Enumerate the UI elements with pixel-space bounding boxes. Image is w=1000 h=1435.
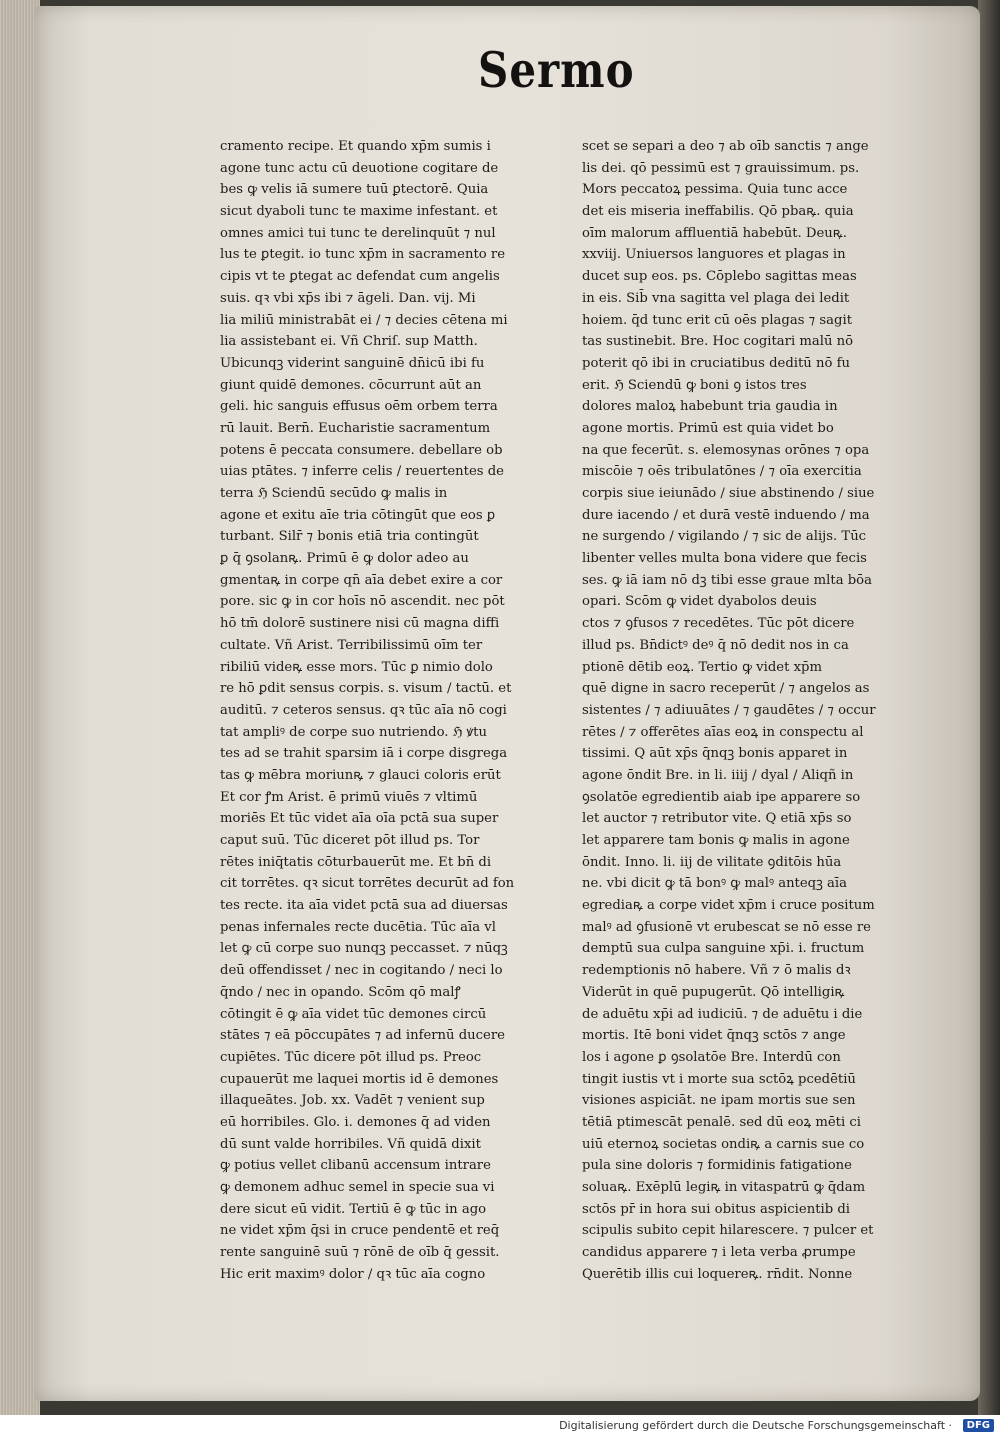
text-line: Et cor ꝭm Arist. ē primū viuēs ⁊ vltimū: [220, 789, 478, 805]
text-line: suis. qꝛ vbi xp̄s ibi ⁊ āgeli. Dan. vij. Mi: [220, 290, 476, 306]
text-line: tas sustinebit. Bre. Hoc cogitari malū nō: [582, 334, 854, 350]
text-line: rū lauit. Bern̄. Eucharistie sacramentum: [220, 420, 491, 436]
text-line: sicut dyaboli tunc te maxime infestant. et: [220, 204, 498, 220]
text-line: cipis vt te ꝑtegat ac defendat cum angelis: [220, 269, 500, 285]
text-line: los i agone ꝑ ꝯsolatōe Bre. Interdū con: [582, 1049, 841, 1065]
text-line: quē digne in sacro receperūt / ⁊ angelos as: [582, 681, 870, 697]
text-line: demptū sua culpa sanguine xp̄i. i. fructum: [582, 941, 865, 957]
text-line: ctos ⁊ ꝯfusos ⁊ recedētes. Tūc pōt dicere: [582, 616, 855, 632]
text-line: cōtingit ē ꝙ aīa videt tūc demones circū: [220, 1006, 487, 1022]
text-line: soluaꝶ. Exēplū legiꝶ in vitaspatrū ꝙ q̄dam: [582, 1180, 866, 1195]
text-line: caput suū. Tūc diceret pōt illud ps. Tor: [220, 833, 480, 848]
text-line: agone tunc actu cū deuotione cogitare de: [220, 160, 499, 176]
text-line: gmentaꝶ in corpe qn̄ aīa debet exire a cor: [220, 572, 503, 588]
text-line: terra ℌ Sciendū secūdo ꝙ malis in: [220, 486, 448, 501]
text-line: tat ampliꝰ de corpe suo nutriendo. ℌ ꝟtu: [220, 724, 487, 740]
text-line: candidus apparere ⁊ i leta verba ꝓrumpe: [582, 1245, 856, 1261]
text-line: ducet sup eos. ps. Cōplebo sagittas meas: [582, 269, 857, 285]
text-line: geli. hic sanguis effusus oēm orbem terra: [220, 399, 498, 415]
text-line: potens ē peccata consumere. debellare ob: [220, 442, 503, 458]
text-line: agone mortis. Primū est quia videt bo: [582, 420, 834, 436]
text-line: ꝙ demonem adhuc semel in specie sua vi: [220, 1180, 495, 1195]
text-line: redemptionis nō habere. Vñ ⁊ ō malis dꝛ: [582, 963, 851, 979]
text-line: omnes amici tui tunc te derelinquūt ⁊ nul: [220, 225, 496, 241]
text-line: agone ōndit Bre. in li. iiij / dyal / Aliqñ in: [582, 767, 854, 783]
text-line: dū sunt valde horribiles. Vñ quidā dixit: [220, 1136, 481, 1152]
text-line: Hic erit maximꝰ dolor / qꝛ tūc aīa cogno: [220, 1266, 486, 1282]
text-line: scet se separi a deo ⁊ ab oīb sanctis ⁊ ange: [582, 139, 869, 154]
text-line: lus te ꝑtegit. io tunc xp̄m in sacramento re: [220, 247, 505, 263]
text-line: Mors peccatoꝝ pessima. Quia tunc acce: [582, 182, 848, 198]
text-line: lia miliū ministrabāt ei / ⁊ decies cētena mi: [220, 312, 508, 328]
text-line: uias ptātes. ⁊ inferre celis / reuertentes de: [220, 464, 504, 480]
text-line: dere sicut eū vidit. Tertiū ē ꝙ tūc in ago: [220, 1201, 487, 1217]
text-line: erit. ℌ Sciendū ꝙ boni ꝯ istos tres: [582, 377, 807, 393]
text-line: hō tm̄ dolorē sustinere nisi cū magna diffi: [220, 616, 500, 632]
footer-credit: Digitalisierung gefördert durch die Deutsche Forschungsgemeinschaft ·: [559, 1419, 952, 1432]
text-line: let ꝙ cū corpe suo nunqꝫ peccasset. ⁊ nūqꝫ: [220, 941, 508, 957]
dfg-logo: DFG: [963, 1419, 994, 1432]
text-line: ꝙ potius vellet clibanū accensum intrare: [220, 1158, 491, 1174]
text-line: sistentes / ⁊ adiuuātes / ⁊ gaudētes / ⁊ occur: [582, 702, 876, 718]
text-line: let auctor ⁊ retributor vite. Q etiā xp̄s so: [582, 811, 852, 827]
text-line: bes ꝙ velis iā sumere tuū ꝑtectorē. Quia: [220, 182, 489, 198]
text-line: malꝰ ad ꝯfusionē vt erubescat se nō esse re: [582, 919, 871, 935]
text-line: in eis. Sib̄ vna sagitta vel plaga dei ledit: [582, 290, 850, 306]
right-text-column: [582, 136, 912, 1285]
text-line: re hō ꝑdit sensus corpis. s. visum / tactū. et: [220, 681, 512, 697]
text-line: penas infernales recte ducētia. Tūc aīa vl: [220, 919, 496, 935]
text-line: ses. ꝙ iā iam nō dꝫ tibi esse graue mlta bōa: [582, 572, 872, 588]
text-line: egrediaꝶ a corpe videt xp̄m i cruce positum: [582, 898, 875, 914]
text-line: let apparere tam bonis ꝙ malis in agone: [582, 833, 850, 848]
text-line: Ubicunqꝫ viderint sanguinē dn̄icū ibi fu: [220, 355, 485, 371]
text-line: eū horribiles. Glo. i. demones q̄ ad viden: [220, 1114, 491, 1130]
text-line: ne videt xp̄m q̄si in cruce pendentē et req̄: [220, 1223, 500, 1239]
text-line: ne. vbi dicit ꝙ tā bonꝰ ꝙ malꝰ anteqꝫ aīa: [582, 876, 847, 892]
text-line: det eis miseria ineffabilis. Qō pbaꝶ. quia: [582, 204, 854, 220]
text-line: scipulis subito cepit hilarescere. ⁊ pulcer et: [582, 1223, 874, 1239]
text-line: lia assistebant ei. Vñ Chriſ. sup Matth.: [220, 334, 478, 350]
text-line: tes recte. ita aīa videt pctā sua ad diuersas: [220, 898, 508, 914]
text-line: visiones aspiciāt. ne ipam mortis sue sen: [582, 1093, 856, 1109]
text-line: tētiā ptimescāt penalē. sed dū eoꝝ mēti ci: [582, 1114, 861, 1130]
footer-bar: [0, 1415, 1000, 1435]
text-line: deū offendisset / nec in cogitando / neci lo: [220, 963, 503, 979]
text-line: cultate. Vñ Arist. Terribilissimū oīm ter: [220, 637, 483, 653]
text-line: de aduētu xp̄i ad iudiciū. ⁊ de aduētu i die: [582, 1006, 863, 1022]
text-line: libenter velles multa bona videre que fecis: [582, 551, 867, 567]
text-line: mortis. Itē boni videt q̄nqꝫ sctōs ⁊ ange: [582, 1028, 846, 1044]
left-text-column: [220, 136, 558, 1285]
text-line: ne surgendo / vigilando / ⁊ sic de alijs. Tūc: [582, 529, 867, 545]
text-line: rente sanguinē suū ⁊ rōnē de oīb q̄ gessit.: [220, 1245, 500, 1261]
text-line: hoiem. q̄d tunc erit cū oēs plagas ⁊ sagit: [582, 312, 852, 328]
text-line: dure iacendo / et durā vestē induendo / ma: [582, 507, 870, 523]
text-line: corpis siue ieiunādo / siue abstinendo / siue: [582, 486, 875, 501]
text-line: stātes ⁊ eā pōccupātes ⁊ ad infernū ducere: [220, 1028, 505, 1044]
text-line: lis dei. qō pessimū est ⁊ grauissimum. ps.: [582, 160, 860, 176]
text-line: cupiētes. Tūc dicere pōt illud ps. Preoc: [220, 1049, 482, 1065]
text-line: na que fecerūt. s. elemosynas orōnes ⁊ opa: [582, 442, 870, 458]
text-line: sctōs pr̄ in hora sui obitus aspicientib di: [582, 1201, 851, 1217]
text-line: oīm malorum affluentiā habebūt. Deuꝶ.: [582, 225, 847, 241]
text-line: rētes / ⁊ offerētes aīas eoꝝ in conspectu al: [582, 724, 864, 740]
text-line: opari. Scōm ꝙ videt dyabolos deuis: [582, 594, 817, 610]
text-line: ꝯsolatōe egredientib aiab ipe apparere so: [582, 789, 861, 805]
text-line: q̄ndo / nec in opando. Scōm qō malꝭ: [220, 984, 461, 1000]
text-line: dolores maloꝝ habebunt tria gaudia in: [582, 399, 838, 415]
text-line: cupauerūt me laquei mortis id ē demones: [220, 1071, 499, 1087]
page-title: Sermo: [478, 42, 635, 99]
text-line: poterit qō ibi in cruciatibus deditū nō fu: [582, 355, 850, 371]
text-line: auditū. ⁊ ceteros sensus. qꝛ tūc aīa nō cogi: [220, 702, 507, 718]
text-line: Viderūt in quē pupugerūt. Qō intelligiꝶ: [582, 984, 845, 1000]
text-line: turbant. Silr̄ ⁊ bonis etiā tria contingūt: [220, 529, 479, 545]
text-line: agone et exitu aīe tria cōtingūt que eos ꝑ: [220, 507, 496, 523]
text-line: giunt quidē demones. cōcurrunt aūt an: [220, 377, 482, 393]
text-line: ōndit. Inno. li. iij de vilitate ꝯditōis hūa: [582, 854, 842, 870]
text-line: illud ps. Bn̄dictꝰ deꝰ q̄ nō dedit nos in ca: [582, 637, 849, 653]
text-line: cramento recipe. Et quando xp̄m sumis i: [220, 139, 491, 154]
text-line: cit torrētes. qꝛ sicut torrētes decurūt ad fon: [220, 876, 515, 892]
text-line: xxviij. Uniuersos languores et plagas in: [582, 247, 846, 263]
text-line: miscōie ⁊ oēs tribulatōnes / ⁊ oīa exercitia: [582, 464, 862, 480]
text-line: tas ꝙ mēbra moriunꝶ ⁊ glauci coloris erūt: [220, 767, 501, 783]
text-line: ꝑ q̄ ꝯsolanꝶ. Primū ē ꝙ dolor adeo au: [220, 551, 469, 567]
text-line: ribiliū videꝶ esse mors. Tūc ꝑ nimio dolo: [220, 659, 493, 675]
text-line: illaqueātes. Job. xx. Vadēt ⁊ venient sup: [220, 1093, 485, 1109]
text-line: rētes iniq̄tatis cōturbauerūt me. Et bn̄ di: [220, 854, 492, 870]
text-line: uiū eternoꝝ societas ondiꝶ a carnis sue co: [582, 1136, 865, 1152]
book-gutter-shadow: [978, 0, 1000, 1415]
text-line: pula sine doloris ⁊ formidinis fatigatione: [582, 1158, 852, 1174]
text-line: tissimi. Q aūt xp̄s q̄nqꝫ bonis apparet in: [582, 746, 848, 762]
text-line: Querētib illis cui loquereꝶ. rn̄dit. Nonne: [582, 1266, 853, 1282]
text-line: tes ad se trahit sparsim iā i corpe disgrega: [220, 746, 508, 762]
text-line: pore. sic ꝙ in cor hoīs nō ascendit. nec pōt: [220, 594, 505, 610]
text-line: moriēs Et tūc videt aīa oīa pctā sua super: [220, 811, 499, 827]
text-line: tingit iustis vt i morte sua sctōꝝ pcedētiū: [582, 1071, 856, 1087]
text-line: ptionē dētib eoꝝ. Tertio ꝙ videt xp̄m: [582, 659, 822, 675]
